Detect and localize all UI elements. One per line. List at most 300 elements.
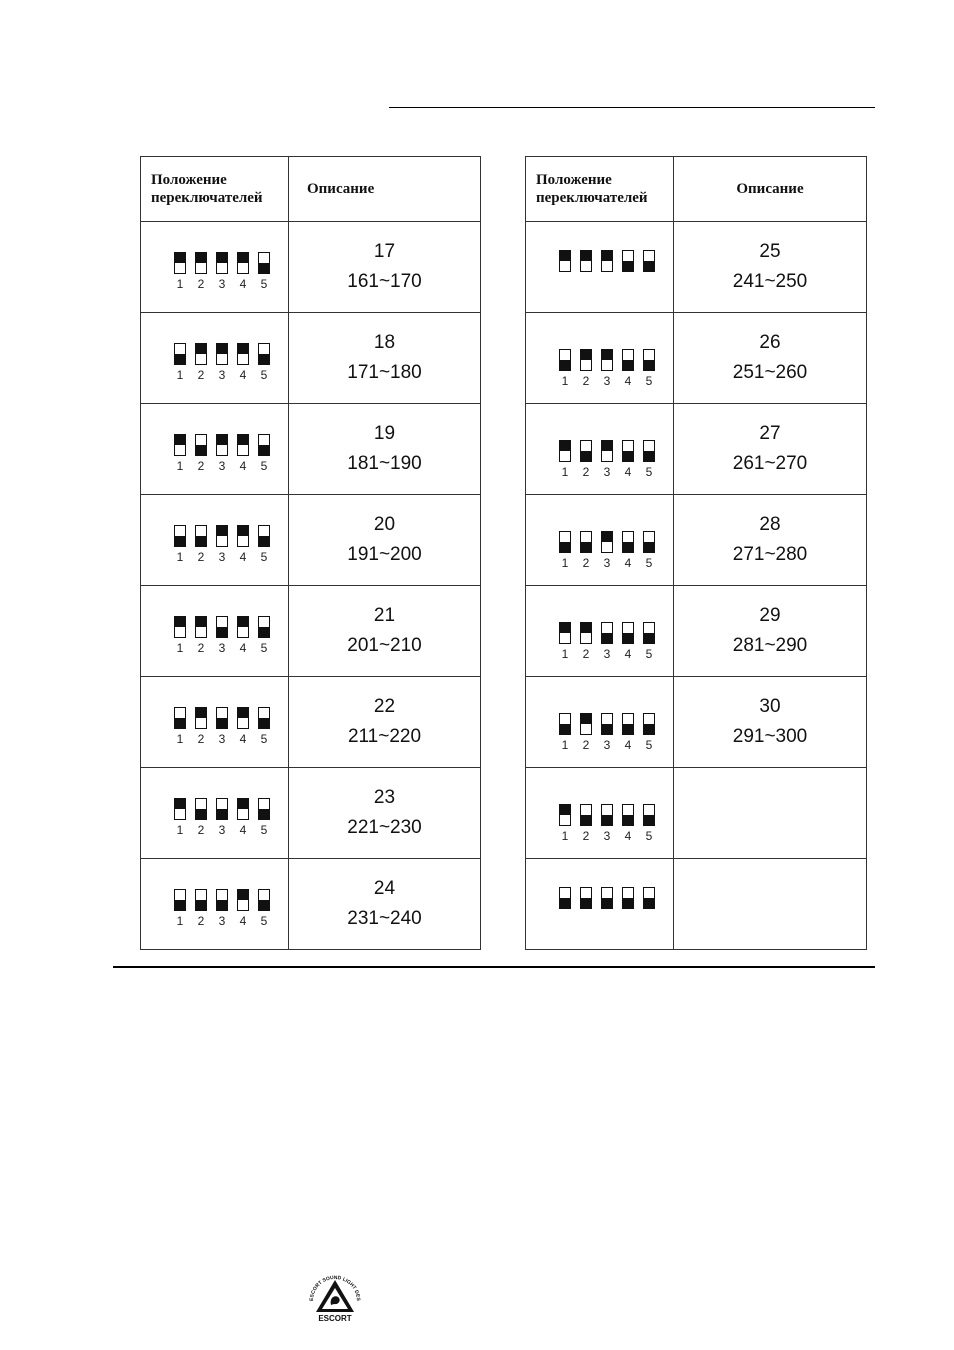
dip-switch-icon bbox=[237, 434, 249, 456]
dip-switch-knob-down bbox=[602, 898, 612, 908]
description-cell bbox=[674, 586, 867, 677]
dip-switch-1 bbox=[559, 887, 571, 909]
dip-switch-5 bbox=[258, 616, 270, 655]
table-header-row bbox=[141, 157, 481, 222]
dip-switch-number: 3 bbox=[218, 914, 226, 928]
dip-switch-number: 3 bbox=[218, 368, 226, 382]
dip-switch-number: 1 bbox=[561, 829, 569, 843]
dip-switch-number: 5 bbox=[645, 374, 653, 388]
dip-switch-knob-up bbox=[560, 251, 570, 261]
dip-switch-icon bbox=[580, 622, 592, 644]
dip-switch-icon bbox=[258, 343, 270, 365]
channel-range: 161~170 bbox=[347, 271, 422, 292]
dip-switch-3 bbox=[601, 713, 613, 752]
dip-switch-icon bbox=[216, 707, 228, 729]
dip-switch-icon bbox=[258, 798, 270, 820]
dip-switch-number: 5 bbox=[260, 550, 268, 564]
dip-switch-2 bbox=[580, 804, 592, 843]
channel-range: 201~210 bbox=[347, 635, 422, 656]
dip-switch-knob-up bbox=[238, 890, 248, 900]
dip-switch-4 bbox=[622, 250, 634, 272]
dip-switch-number: 4 bbox=[624, 556, 632, 570]
dip-switch-knob-down bbox=[623, 360, 633, 370]
dip-switch-number: 4 bbox=[239, 368, 247, 382]
dip-switch-number: 4 bbox=[239, 823, 247, 837]
dip-switch-knob-down bbox=[560, 898, 570, 908]
channel-range: 231~240 bbox=[347, 908, 422, 929]
table-body bbox=[141, 222, 481, 950]
dip-switch-knob-up bbox=[238, 435, 248, 445]
dip-switch-icon bbox=[580, 531, 592, 553]
dip-switch-number: 3 bbox=[218, 641, 226, 655]
dip-switch-knob-down bbox=[259, 900, 269, 910]
dip-switch-icon bbox=[580, 349, 592, 371]
dip-switch-knob-down bbox=[217, 627, 227, 637]
dip-switch-number: 5 bbox=[260, 641, 268, 655]
table-row bbox=[526, 586, 867, 677]
channel-number: 24 bbox=[373, 878, 396, 899]
dip-switch-icon bbox=[643, 713, 655, 735]
dip-switch-icon bbox=[643, 250, 655, 272]
channel-range: 181~190 bbox=[347, 453, 422, 474]
dip-switch-number: 5 bbox=[260, 823, 268, 837]
dip-switch-knob-up bbox=[217, 526, 227, 536]
dip-switch-5 bbox=[643, 349, 655, 388]
dip-switch-2 bbox=[580, 349, 592, 388]
dip-switch-icon bbox=[622, 622, 634, 644]
dip-switch-icon bbox=[216, 889, 228, 911]
switch-position-cell bbox=[526, 859, 674, 950]
dip-switch-icon bbox=[559, 887, 571, 909]
switch-position-cell bbox=[141, 586, 289, 677]
dip-switch-number: 2 bbox=[197, 277, 205, 291]
dip-switch-table-right bbox=[525, 156, 867, 950]
dip-switch-knob-up bbox=[238, 253, 248, 263]
header-description: Описание bbox=[674, 157, 867, 222]
description-cell bbox=[289, 586, 481, 677]
dip-switch-icon bbox=[601, 250, 613, 272]
table-row bbox=[141, 677, 481, 768]
channel-range: 171~180 bbox=[347, 362, 422, 383]
dip-switch-knob-down bbox=[196, 536, 206, 546]
channel-number: 20 bbox=[373, 514, 396, 535]
dip-switch-5 bbox=[258, 798, 270, 837]
dip-switch-icon bbox=[195, 798, 207, 820]
dip-switch-icon bbox=[258, 889, 270, 911]
dip-switch-number: 5 bbox=[645, 647, 653, 661]
dip-switch-knob-up bbox=[581, 623, 591, 633]
dip-switch-3 bbox=[216, 616, 228, 655]
dip-switch-4 bbox=[237, 798, 249, 837]
dip-switch-number: 3 bbox=[603, 556, 611, 570]
dip-switch-icon bbox=[258, 707, 270, 729]
dip-switch-knob-up bbox=[581, 714, 591, 724]
description-cell bbox=[674, 495, 867, 586]
dip-switch-number: 5 bbox=[260, 459, 268, 473]
dip-switch-3 bbox=[216, 434, 228, 473]
dip-switch-knob-down bbox=[644, 815, 654, 825]
dip-switch-knob-down bbox=[623, 451, 633, 461]
dip-switch-number: 4 bbox=[239, 459, 247, 473]
description-cell bbox=[289, 859, 481, 950]
dip-switch-number: 5 bbox=[260, 277, 268, 291]
dip-switch-table-left bbox=[140, 156, 481, 950]
dip-switch-number: 1 bbox=[176, 823, 184, 837]
dip-switch-icon bbox=[174, 343, 186, 365]
channel-number: 25 bbox=[759, 241, 781, 262]
dip-switch-knob-up bbox=[175, 253, 185, 263]
dip-switch-number: 2 bbox=[582, 465, 590, 479]
dip-switch-4 bbox=[622, 531, 634, 570]
description-cell bbox=[674, 313, 867, 404]
dip-switch-4 bbox=[237, 616, 249, 655]
switch-position-cell bbox=[141, 222, 289, 313]
dip-switch-2 bbox=[580, 440, 592, 479]
dip-switch-number: 4 bbox=[624, 738, 632, 752]
dip-switch-knob-up bbox=[238, 799, 248, 809]
top-rule bbox=[389, 107, 875, 108]
switch-position-cell bbox=[526, 677, 674, 768]
dip-switch-number: 4 bbox=[239, 914, 247, 928]
dip-switch-knob-down bbox=[196, 445, 206, 455]
dip-switch-knob-up bbox=[238, 617, 248, 627]
dip-switch-knob-down bbox=[175, 354, 185, 364]
dip-switch-number: 2 bbox=[582, 738, 590, 752]
dip-switch-number: 1 bbox=[176, 550, 184, 564]
header-switch-position: Положение переключателей bbox=[526, 157, 674, 222]
dip-switch-3 bbox=[601, 887, 613, 909]
escort-logo bbox=[305, 1267, 365, 1323]
header-switch-position: Положение переключателей bbox=[141, 157, 289, 222]
dip-switch-number: 5 bbox=[260, 732, 268, 746]
dip-switch-icon bbox=[216, 434, 228, 456]
dip-switch-number: 2 bbox=[582, 829, 590, 843]
bottom-rule bbox=[113, 966, 875, 968]
channel-range: 221~230 bbox=[347, 817, 422, 838]
switch-position-cell bbox=[141, 313, 289, 404]
dip-switch-1 bbox=[559, 804, 571, 843]
channel-range: 251~260 bbox=[732, 362, 808, 383]
switch-position-cell bbox=[526, 586, 674, 677]
dip-switch-icon bbox=[559, 250, 571, 272]
dip-switch-icon bbox=[237, 252, 249, 274]
dip-switch-number: 2 bbox=[197, 459, 205, 473]
dip-switch-icon bbox=[174, 525, 186, 547]
dip-switch-number: 3 bbox=[603, 465, 611, 479]
channel-number: 26 bbox=[759, 332, 781, 353]
channel-number: 27 bbox=[759, 423, 781, 444]
table-row bbox=[141, 859, 481, 950]
table-body bbox=[526, 222, 867, 950]
description-cell bbox=[674, 768, 867, 859]
dip-switch-knob-down bbox=[602, 633, 612, 643]
dip-switch-4 bbox=[237, 707, 249, 746]
dip-switch-4 bbox=[622, 713, 634, 752]
dip-switch-4 bbox=[237, 889, 249, 928]
channel-number: 18 bbox=[373, 332, 396, 353]
dip-switch-knob-down bbox=[644, 360, 654, 370]
dip-switch-icon bbox=[559, 349, 571, 371]
dip-switch-knob-down bbox=[623, 633, 633, 643]
channel-number: 19 bbox=[373, 423, 396, 444]
dip-switch-1 bbox=[174, 434, 186, 473]
switch-position-cell bbox=[141, 768, 289, 859]
table-row bbox=[526, 222, 867, 313]
dip-switch-2 bbox=[580, 531, 592, 570]
dip-switch-number: 1 bbox=[176, 459, 184, 473]
switch-position-cell bbox=[526, 768, 674, 859]
dip-switch-2 bbox=[195, 343, 207, 382]
dip-switch-3 bbox=[216, 252, 228, 291]
dip-switch-number: 1 bbox=[561, 465, 569, 479]
dip-switch-icon bbox=[216, 798, 228, 820]
dip-switch-1 bbox=[559, 349, 571, 388]
dip-switch-knob-down bbox=[175, 900, 185, 910]
dip-switch-5 bbox=[643, 250, 655, 272]
channel-range: 291~300 bbox=[732, 726, 808, 747]
dip-switch-3 bbox=[216, 707, 228, 746]
dip-switch-4 bbox=[622, 440, 634, 479]
dip-switch-icon bbox=[237, 343, 249, 365]
dip-switch-icon bbox=[174, 798, 186, 820]
dip-switch-knob-up bbox=[196, 708, 206, 718]
dip-switch-icon bbox=[580, 713, 592, 735]
dip-switch-knob-up bbox=[560, 441, 570, 451]
dip-switch-icon bbox=[559, 804, 571, 826]
dip-switch-icon bbox=[216, 343, 228, 365]
dip-switch-number: 2 bbox=[197, 823, 205, 837]
dip-switch-knob-down bbox=[581, 542, 591, 552]
dip-switch-2 bbox=[580, 887, 592, 909]
table-row bbox=[141, 768, 481, 859]
dip-switch-3 bbox=[216, 525, 228, 564]
dip-switch-number: 2 bbox=[582, 374, 590, 388]
dip-switch-knob-down bbox=[259, 718, 269, 728]
dip-switch-knob-up bbox=[196, 344, 206, 354]
logo-tagline: ESCORT SOUND LIGHT DES bbox=[308, 1274, 362, 1302]
dip-switch-icon bbox=[237, 889, 249, 911]
dip-switch-1 bbox=[174, 707, 186, 746]
description-cell bbox=[289, 677, 481, 768]
dip-switch-number: 3 bbox=[218, 459, 226, 473]
dip-switch-number: 5 bbox=[260, 914, 268, 928]
dip-switch-3 bbox=[601, 349, 613, 388]
dip-switch-number: 4 bbox=[239, 550, 247, 564]
dip-switch-number: 1 bbox=[561, 647, 569, 661]
dip-switch-number: 3 bbox=[603, 374, 611, 388]
dip-switch-number: 3 bbox=[603, 738, 611, 752]
dip-switch-5 bbox=[643, 713, 655, 752]
dip-switch-knob-up bbox=[602, 350, 612, 360]
switch-position-cell bbox=[526, 404, 674, 495]
dip-switch-knob-down bbox=[196, 900, 206, 910]
dip-switch-5 bbox=[258, 707, 270, 746]
dip-switch-number: 1 bbox=[176, 914, 184, 928]
dip-switch-5 bbox=[258, 434, 270, 473]
dip-switch-knob-up bbox=[602, 441, 612, 451]
dip-switch-5 bbox=[258, 252, 270, 291]
dip-switch-knob-up bbox=[196, 617, 206, 627]
dip-switch-icon bbox=[643, 440, 655, 462]
dip-switch-icon bbox=[643, 531, 655, 553]
switch-position-cell bbox=[141, 404, 289, 495]
dip-switch-4 bbox=[237, 434, 249, 473]
dip-switch-knob-down bbox=[623, 724, 633, 734]
dip-switch-3 bbox=[216, 343, 228, 382]
dip-switch-number: 1 bbox=[561, 374, 569, 388]
dip-switch-1 bbox=[174, 616, 186, 655]
dip-switch-knob-down bbox=[581, 815, 591, 825]
channel-number: 28 bbox=[759, 514, 781, 535]
dip-switch-knob-down bbox=[560, 542, 570, 552]
dip-switch-knob-down bbox=[259, 627, 269, 637]
table-row bbox=[526, 495, 867, 586]
dip-switch-icon bbox=[559, 622, 571, 644]
dip-switch-number: 4 bbox=[239, 277, 247, 291]
dip-switch-icon bbox=[258, 616, 270, 638]
table-row bbox=[526, 677, 867, 768]
channel-number: 23 bbox=[373, 787, 396, 808]
dip-switch-number: 4 bbox=[624, 374, 632, 388]
dip-switch-knob-up bbox=[175, 799, 185, 809]
dip-switch-4 bbox=[237, 252, 249, 291]
dip-switch-icon bbox=[622, 531, 634, 553]
dip-switch-4 bbox=[622, 804, 634, 843]
dip-switch-icon bbox=[195, 434, 207, 456]
dip-switch-number: 4 bbox=[239, 641, 247, 655]
dip-switch-icon bbox=[601, 713, 613, 735]
dip-switch-5 bbox=[258, 889, 270, 928]
dip-switch-number: 2 bbox=[197, 550, 205, 564]
table-row bbox=[526, 404, 867, 495]
dip-switch-knob-up bbox=[560, 805, 570, 815]
dip-switch-2 bbox=[195, 707, 207, 746]
header-description: Описание bbox=[289, 157, 481, 222]
dip-switch-knob-down bbox=[644, 898, 654, 908]
table-header-row bbox=[526, 157, 867, 222]
dip-switch-number: 4 bbox=[624, 829, 632, 843]
dip-switch-knob-up bbox=[238, 526, 248, 536]
dip-switch-knob-down bbox=[581, 898, 591, 908]
dip-switch-number: 1 bbox=[561, 738, 569, 752]
table-row bbox=[141, 495, 481, 586]
dip-switch-knob-up bbox=[581, 251, 591, 261]
dip-switch-knob-up bbox=[581, 350, 591, 360]
dip-switch-number: 3 bbox=[603, 647, 611, 661]
dip-switch-number: 5 bbox=[645, 829, 653, 843]
dip-switch-icon bbox=[174, 616, 186, 638]
dip-switch-number: 4 bbox=[239, 732, 247, 746]
dip-switch-number: 2 bbox=[582, 647, 590, 661]
dip-switch-3 bbox=[601, 440, 613, 479]
dip-switch-4 bbox=[622, 349, 634, 388]
dip-switch-icon bbox=[174, 707, 186, 729]
dip-switch-number: 1 bbox=[176, 277, 184, 291]
dip-switch-icon bbox=[643, 349, 655, 371]
dip-switch-number: 3 bbox=[218, 823, 226, 837]
dip-switch-5 bbox=[258, 343, 270, 382]
dip-switch-knob-down bbox=[644, 261, 654, 271]
dip-switch-number: 2 bbox=[197, 732, 205, 746]
dip-switch-4 bbox=[237, 343, 249, 382]
dip-switch-number: 1 bbox=[561, 556, 569, 570]
dip-switch-icon bbox=[216, 252, 228, 274]
dip-switch-icon bbox=[643, 887, 655, 909]
dip-switch-number: 5 bbox=[260, 368, 268, 382]
dip-switch-icon bbox=[580, 887, 592, 909]
dip-switch-knob-down bbox=[623, 542, 633, 552]
channel-range: 271~280 bbox=[732, 544, 808, 565]
dip-switch-knob-down bbox=[259, 445, 269, 455]
description-cell bbox=[289, 313, 481, 404]
dip-switch-icon bbox=[622, 349, 634, 371]
dip-switch-icon bbox=[237, 798, 249, 820]
dip-switch-number: 4 bbox=[624, 465, 632, 479]
dip-switch-knob-down bbox=[602, 815, 612, 825]
dip-switch-icon bbox=[174, 252, 186, 274]
dip-switch-number: 1 bbox=[176, 732, 184, 746]
description-cell bbox=[289, 495, 481, 586]
dip-switch-5 bbox=[258, 525, 270, 564]
dip-switch-3 bbox=[216, 889, 228, 928]
dip-switch-1 bbox=[174, 343, 186, 382]
dip-switch-knob-down bbox=[217, 900, 227, 910]
dip-switch-icon bbox=[601, 887, 613, 909]
description-cell bbox=[674, 222, 867, 313]
dip-switch-knob-down bbox=[644, 451, 654, 461]
dip-switch-icon bbox=[601, 804, 613, 826]
dip-switch-4 bbox=[622, 887, 634, 909]
description-cell bbox=[674, 859, 867, 950]
dip-switch-knob-down bbox=[217, 809, 227, 819]
dip-switch-icon bbox=[601, 531, 613, 553]
dip-switch-knob-up bbox=[196, 253, 206, 263]
dip-switch-knob-up bbox=[560, 623, 570, 633]
channel-range: 281~290 bbox=[732, 635, 808, 656]
dip-switch-number: 2 bbox=[582, 556, 590, 570]
dip-switch-icon bbox=[195, 343, 207, 365]
dip-switch-5 bbox=[643, 622, 655, 661]
description-cell bbox=[674, 677, 867, 768]
dip-switch-knob-down bbox=[644, 633, 654, 643]
dip-switch-1 bbox=[559, 622, 571, 661]
dip-switch-4 bbox=[622, 622, 634, 661]
dip-switch-2 bbox=[195, 798, 207, 837]
dip-switch-icon bbox=[195, 889, 207, 911]
dip-switch-knob-down bbox=[217, 718, 227, 728]
dip-switch-2 bbox=[195, 616, 207, 655]
dip-switch-knob-up bbox=[602, 251, 612, 261]
dip-switch-knob-down bbox=[644, 724, 654, 734]
switch-position-cell bbox=[526, 313, 674, 404]
dip-switch-1 bbox=[559, 713, 571, 752]
dip-switch-icon bbox=[195, 525, 207, 547]
dip-switch-knob-down bbox=[259, 536, 269, 546]
dip-switch-number: 3 bbox=[218, 550, 226, 564]
dip-switch-icon bbox=[195, 707, 207, 729]
table-row bbox=[141, 222, 481, 313]
dip-switch-icon bbox=[174, 889, 186, 911]
channel-range: 191~200 bbox=[347, 544, 422, 565]
channel-number: 30 bbox=[759, 696, 781, 717]
dip-switch-number: 5 bbox=[645, 465, 653, 479]
dip-switch-2 bbox=[195, 525, 207, 564]
dip-switch-icon bbox=[580, 804, 592, 826]
dip-switch-knob-up bbox=[238, 708, 248, 718]
dip-switch-1 bbox=[559, 250, 571, 272]
dip-switch-icon bbox=[174, 434, 186, 456]
channel-range: 241~250 bbox=[732, 271, 808, 292]
